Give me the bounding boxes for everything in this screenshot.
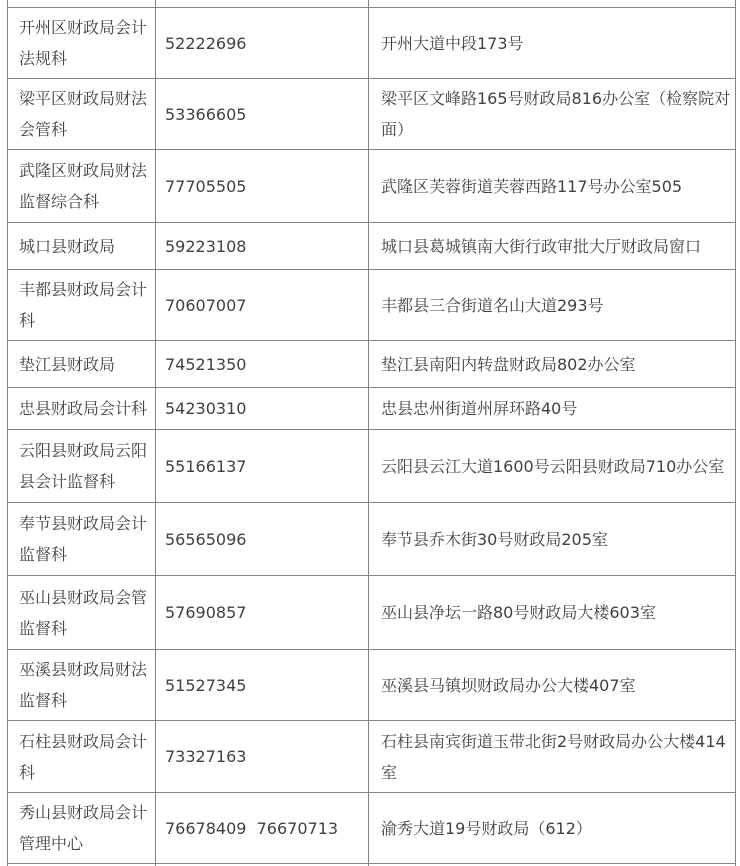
table-row	[8, 503, 736, 576]
phone-cell: 54230310	[156, 388, 369, 430]
contact-table	[7, 0, 736, 866]
table-row	[8, 8, 736, 79]
phone-cell: 52222696	[156, 8, 369, 79]
phone-cell: 59223108	[156, 223, 369, 270]
department-cell: 巫山县财政局会管监督科	[8, 576, 156, 650]
phone-cell: 51527345	[156, 650, 369, 721]
address-cell: 云阳县云江大道1600号云阳县财政局710办公室	[369, 430, 736, 503]
address-cell: 开州大道中段173号	[369, 8, 736, 79]
table-row	[8, 650, 736, 721]
address-cell: 垫江县南阳内转盘财政局802办公室	[369, 341, 736, 388]
department-cell: 石柱县财政局会计科	[8, 721, 156, 793]
address-cell: 丰都县三合街道名山大道293号	[369, 270, 736, 341]
phone-cell: 55166137	[156, 430, 369, 503]
department-cell: 秀山县财政局会计管理中心	[8, 793, 156, 864]
address-cell: 巫山县净坛一路80号财政局大楼603室	[369, 576, 736, 650]
table-row	[8, 430, 736, 503]
table-row	[8, 223, 736, 270]
department-cell: 开州区财政局会计法规科	[8, 8, 156, 79]
partial-cell	[8, 0, 156, 8]
address-cell: 武隆区芙蓉街道芙蓉西路117号办公室505	[369, 150, 736, 223]
department-cell: 梁平区财政局财法会管科	[8, 79, 156, 150]
department-cell: 城口县财政局	[8, 223, 156, 270]
phone-cell: 73327163	[156, 721, 369, 793]
table-row	[8, 270, 736, 341]
table-row	[8, 576, 736, 650]
phone-cell: 77705505	[156, 150, 369, 223]
department-cell: 云阳县财政局云阳县会计监督科	[8, 430, 156, 503]
address-cell: 石柱县南宾街道玉带北街2号财政局办公大楼414室	[369, 721, 736, 793]
address-cell: 巫溪县马镇坝财政局办公大楼407室	[369, 650, 736, 721]
table-row	[8, 721, 736, 793]
phone-cell: 53366605	[156, 79, 369, 150]
address-cell: 渝秀大道19号财政局（612）	[369, 793, 736, 864]
department-cell: 垫江县财政局	[8, 341, 156, 388]
department-cell: 武隆区财政局财法监督综合科	[8, 150, 156, 223]
address-cell: 奉节县乔木街30号财政局205室	[369, 503, 736, 576]
phone-cell: 74521350	[156, 341, 369, 388]
address-cell: 城口县葛城镇南大街行政审批大厅财政局窗口	[369, 223, 736, 270]
address-cell: 梁平区文峰路165号财政局816办公室（检察院对面）	[369, 79, 736, 150]
department-cell: 丰都县财政局会计科	[8, 270, 156, 341]
partial-row-top	[8, 0, 736, 8]
partial-cell	[369, 0, 736, 8]
table-row	[8, 341, 736, 388]
department-cell: 奉节县财政局会计监督科	[8, 503, 156, 576]
phone-cell: 76678409 76670713	[156, 793, 369, 864]
table-row	[8, 388, 736, 430]
phone-cell: 57690857	[156, 576, 369, 650]
department-cell: 巫溪县财政局财法监督科	[8, 650, 156, 721]
table-row	[8, 79, 736, 150]
table-row	[8, 793, 736, 864]
phone-cell: 70607007	[156, 270, 369, 341]
table-row	[8, 150, 736, 223]
address-cell: 忠县忠州街道州屏环路40号	[369, 388, 736, 430]
department-cell: 忠县财政局会计科	[8, 388, 156, 430]
phone-cell: 56565096	[156, 503, 369, 576]
partial-cell	[156, 0, 369, 8]
